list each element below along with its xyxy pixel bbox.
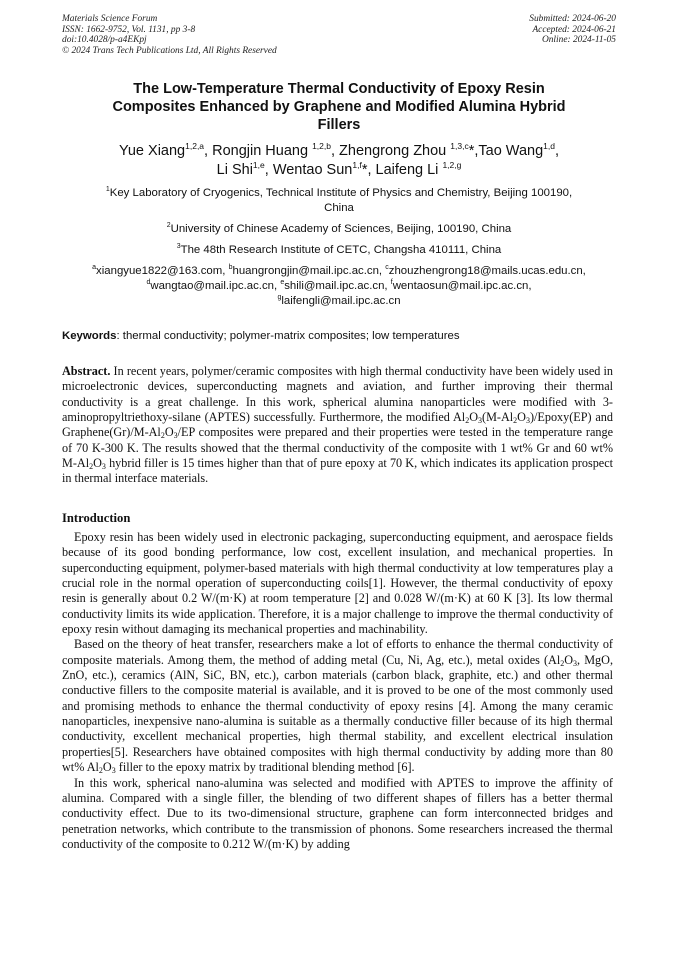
journal-info <box>62 14 277 56</box>
email-link[interactable]: wangtao@mail.ipc.ac.cn, <box>150 280 281 292</box>
section-heading-introduction: Introduction <box>62 511 131 525</box>
accepted-date: Accepted: 2024-06-21 <box>532 24 616 35</box>
dates-info <box>529 14 616 46</box>
author-list: Yue Xiang$^{1,2,a}$, Rongjin Huang $^{1,2,b}$, Zhengrong Zhou $^{1,3,c}$*,Tao Wang$^{1,d}$, Li Shi$^{1,e}$, Wentao Sun$^{1,f}$*, Laifeng Li $^{1,2,g}$ <box>119 141 559 178</box>
copyright: © 2024 Trans Tech Publications Ltd, All Rights Reserved <box>62 45 277 56</box>
keywords-label: Keywords <box>62 330 117 342</box>
paper-title: The Low-Temperature Thermal Conductivity of Epoxy Resin Composites Enhanced by Graphene and Modified Alumina Hybrid Fillers <box>112 81 566 133</box>
doi[interactable]: doi:10.4028/p-a4EKpj <box>62 35 147 46</box>
abstract: Abstract. In recent years, polymer/ceramic composites with high thermal conductivity have been widely used in microelectronic devices, superconducting magnets and aviation, and further improving their thermal conductivity is a great challenge. In this work, spherical alumina nanoparticles were modified with 3-aminopropyltriethoxy-silane (APTES) successfully. Furthermore, the modified $Al_2O_3(M-Al_2O_3)/Epoxy(EP)$ and $Graphene(Gr)/M-Al_2O_3/EP$ composites were prepared and their properties were tested in the temperature range of 70 K-300 K. The results showed that the thermal conductivity of the composite with 1 wt% Gr and 60 wt% $M-Al_2O_3$ hybrid filler is 15 times higher than that of pure epoxy at 70 K, which indicates its application prospect in thermal interface materials. <box>62 364 613 486</box>
paragraph: Based on the theory of heat transfer, researchers make a lot of efforts to enhance the thermal conductivity of composite materials. Among them, the method of adding metal (Cu, Ni, Ag, etc.), metal oxides ($Al_2O_3$, MgO, ZnO, etc.), ceramics (AlN, SiC, BN, etc.), carbon materials (carbon black, graphite, etc.) and other thermal conductive fillers to the composite material is available, and it is proved to be one of the most commonly used and promising methods to enhance the thermal conductivity of epoxy resins [4]. Among the many ceramic nanoparticles, inexpensive nano-alumina is suitable as a thermally conductive filler because of its high thermal conductivity, excellent mechanical properties, high thermal stability, and excellent electrical insulation properties[5]. Researchers have obtained composites with high thermal conductivity by adding more than 80 wt% $Al_2O_3$ filler to the epoxy matrix by traditional blending method [6]. <box>62 637 614 776</box>
abstract-label: Abstract. <box>62 364 111 378</box>
email-link[interactable]: xiangyue1822@163.com, <box>96 265 229 277</box>
affiliation-2: $^2$University of Chinese Academy of Sciences, Beijing, 100190, China <box>166 222 512 235</box>
keywords-text: : thermal conductivity; polymer-matrix composites; low temperatures <box>116 330 460 342</box>
author-name: Yue Xiang <box>119 143 186 159</box>
journal-name: Materials Science Forum <box>62 14 158 24</box>
email-link[interactable]: huangrongjin@mail.ipc.ac.cn, <box>232 265 386 277</box>
author-name: Zhengrong Zhou <box>339 143 451 159</box>
issn: ISSN: 1662-9752, Vol. 1131, pp 3-8 <box>62 24 196 35</box>
email-link[interactable]: wentaosun@mail.ipc.ac.cn, <box>392 280 532 292</box>
email-link[interactable]: zhouzhengrong18@mails.ucas.edu.cn, <box>388 265 586 277</box>
paragraph: In this work, spherical nano-alumina was selected and modified with APTES to improve the affinity of alumina. Compared with a single filler, the blending of two different shapes of fillers has a better thermal conductivity effect. Due to its two-dimensional structure, graphene can form interconnected bridges and penetration networks, which contribute to the transmission of phonons. Some researchers increased the thermal conductivity of the composite to 0.212 W/(m·K) by adding <box>62 775 613 851</box>
affiliation-3: $^3$The 48th Research Institute of CETC, Changsha 410111, China <box>176 243 502 256</box>
paragraph: Epoxy resin has been widely used in electronic packaging, superconducting equipment, and aerospace fields because of its good bonding performance, low cost, excellent insulation, and mechanical properties. In superconducting equipment, polymer-based materials with high thermal conductivity at low temperatures play a crucial role in the normal operation of superconducting coils[1]. However, the thermal conductivity of epoxy resin is generally about 0.2 W/(m·K) at room temperature [2] and 0.028 W/(m·K) at 60 K [3]. Its low thermal conductivity limits its wide application. Therefore, it is a major challenge to improve the thermal conductivity of epoxy resin without damaging its mechanical properties and machinability. <box>62 530 613 637</box>
email-link[interactable]: shili@mail.ipc.ac.cn, <box>284 280 391 292</box>
author-name: Tao Wang <box>478 143 544 159</box>
keywords <box>62 329 622 344</box>
author-name: Laifeng Li <box>375 162 443 178</box>
email-list: $^a$xiangyue1822@163.com, $^b$huangrongjin@mail.ipc.ac.cn, $^c$zhouzhengrong18@mails.ucas.edu.cn, $^d$wangtao@mail.ipc.ac.cn, $^e$shili@mail.ipc.ac.cn, $^f$wentaosun@mail.ipc.ac.cn, $^g$laifengli@mail.ipc.ac.cn <box>92 264 586 307</box>
affiliation-1: $^1$Key Laboratory of Cryogenics, Technical Institute of Physics and Chemistry, Beijing 100190, China <box>105 186 573 214</box>
online-date: Online: 2024-11-05 <box>541 35 616 46</box>
introduction-body <box>62 530 613 852</box>
author-name: Wentao Sun <box>272 162 353 178</box>
email-link[interactable]: laifengli@mail.ipc.ac.cn <box>281 295 401 307</box>
author-name: Rongjin Huang <box>212 143 313 159</box>
author-name: Li Shi <box>216 162 253 178</box>
submitted-date: Submitted: 2024-06-20 <box>529 14 616 24</box>
